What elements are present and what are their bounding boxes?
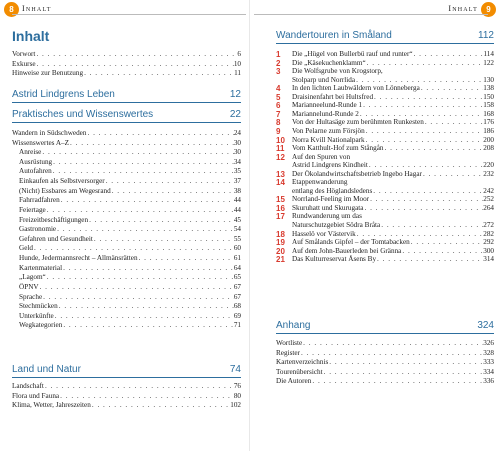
entry-page: 69	[233, 311, 241, 320]
section-heading-praktisches[interactable]	[12, 109, 241, 120]
leader-dots	[39, 283, 234, 292]
entry-label: Die Autoren	[276, 377, 312, 385]
tour-number: 2	[276, 58, 281, 68]
leader-dots	[138, 254, 234, 263]
tour-number: 15	[276, 195, 285, 205]
entry-page: 150	[483, 92, 494, 101]
page-title: Inhalt	[12, 28, 50, 44]
tour-title: Die Wolfsgrube von Krogstorp,	[292, 67, 383, 76]
entry-page: 138	[483, 84, 494, 93]
leader-dots	[69, 139, 234, 148]
section-heading-leben[interactable]	[12, 89, 241, 100]
leader-dots	[105, 177, 234, 186]
entry-label: (Nicht) Essbares am Wegesrand	[19, 186, 111, 195]
entry-page: 80	[233, 391, 241, 400]
toc-entry[interactable]	[12, 392, 241, 401]
tour-title: Naturschutzgebiet Södra Bråta	[292, 221, 381, 229]
entry-page: 44	[233, 205, 241, 214]
entry-page: 30	[233, 138, 241, 147]
tour-title: Norrland-Feeling im Moor	[292, 195, 370, 204]
toc-entry[interactable]	[276, 358, 494, 367]
entry-label: Exkurse	[12, 59, 36, 68]
leader-dots	[56, 225, 234, 234]
tour-number: 4	[276, 84, 281, 94]
tour-title: Von Pelarne zum Försjön	[292, 126, 365, 135]
tour-number: 20	[276, 246, 285, 256]
toc-entry[interactable]	[19, 264, 241, 273]
leader-dots	[88, 216, 234, 225]
toc-entry[interactable]	[12, 50, 241, 59]
leader-dots	[323, 368, 484, 377]
entry-label: Register	[276, 348, 300, 357]
leader-dots	[93, 235, 234, 244]
entry-page: 60	[233, 244, 241, 253]
entry-page: 11	[234, 69, 241, 77]
entry-page: 37	[233, 177, 241, 186]
leader-dots	[111, 187, 234, 196]
entry-page: 122	[483, 58, 494, 67]
toc-entry[interactable]	[19, 177, 241, 186]
tour-number: 6	[276, 101, 281, 111]
tour-number: 16	[276, 203, 285, 213]
entry-label: Landschaft	[12, 382, 44, 390]
entry-page: 336	[483, 377, 494, 385]
tour-title: Draisinenfahrt bei Hultsfred	[292, 92, 374, 101]
entry-page: 64	[233, 263, 241, 272]
right-page	[250, 0, 500, 451]
entry-page: 176	[483, 118, 494, 127]
leader-dots	[46, 273, 234, 282]
leader-dots	[52, 158, 234, 167]
tour-number: 19	[276, 238, 285, 248]
running-head-right: Inhalt	[448, 4, 478, 13]
section-underline	[12, 377, 241, 378]
entry-page: 24	[233, 129, 241, 137]
section-underline	[12, 102, 241, 103]
entry-page: 186	[483, 126, 494, 135]
entry-page: 6	[237, 50, 241, 58]
toc-entry[interactable]	[19, 158, 241, 167]
tour-number: 21	[276, 255, 285, 265]
tour-number: 7	[276, 109, 281, 119]
toc-entry[interactable]	[19, 148, 241, 157]
tour-title: Etappenwanderung	[292, 178, 348, 187]
entry-page: 55	[233, 234, 241, 243]
tour-title: Auf dem John-Bauerleden bei Gränna	[292, 246, 402, 255]
tour-title: Skuruhatt und Skurugata	[292, 203, 364, 212]
entry-label: Tourenübersicht	[276, 367, 323, 376]
toc-entry[interactable]	[19, 302, 241, 311]
tour-number: 12	[276, 152, 285, 162]
entry-label: Hunde, Jedermannsrecht – Allmänsrätten	[19, 254, 138, 263]
entry-page: 326	[483, 339, 494, 347]
toc-entry[interactable]	[19, 321, 241, 330]
tour-number: 18	[276, 229, 285, 239]
tour-title: Hasselö vor Västervik	[292, 229, 356, 238]
entry-label: Wortliste	[276, 339, 303, 347]
leader-dots	[42, 293, 234, 302]
page-number-right: 9	[481, 2, 496, 17]
tour-number: 13	[276, 169, 285, 179]
tour-number: 5	[276, 92, 281, 102]
entry-page: 54	[233, 225, 241, 234]
entry-page: 30	[233, 148, 241, 157]
toc-entry[interactable]	[19, 283, 241, 292]
leader-dots	[83, 69, 234, 78]
section-page: 12	[229, 89, 241, 100]
leader-dots	[41, 148, 233, 157]
entry-label: Wissenswertes A–Z	[12, 138, 70, 147]
entry-page: 272	[483, 221, 494, 229]
running-head-rule	[12, 14, 246, 15]
section-title: Astrid Lindgrens Leben	[12, 89, 115, 100]
tour-title: Der Ökolandwirtschaftsbetrieb Ingebo Hagar	[292, 169, 422, 178]
tour-title: Marianneelund-Runde 1	[292, 101, 363, 110]
leader-dots	[302, 339, 483, 348]
leader-dots	[59, 392, 234, 401]
toc-entry[interactable]	[19, 235, 241, 244]
entry-page: 300	[483, 246, 494, 255]
entry-page: 242	[483, 186, 494, 195]
entry-page: 252	[483, 195, 494, 204]
tour-number: 14	[276, 178, 285, 188]
entry-label: Flora und Fauna	[12, 391, 60, 400]
tour-title: Rundwanderung um das	[292, 212, 362, 221]
toc-entry[interactable]	[19, 196, 241, 205]
entry-page: 168	[483, 109, 494, 118]
entry-label: Sprache	[19, 292, 43, 301]
tour-number: 11	[276, 144, 285, 154]
tour-number: 8	[276, 118, 281, 128]
entry-label: Gefahren und Gesundheit	[19, 234, 93, 243]
entry-label: Klima, Wetter, Jahreszeiten	[12, 401, 91, 409]
tour-title: Norra Kvill Nationalpark	[292, 135, 365, 144]
tour-title: In den lichten Laubwäldern von Lönneberga	[292, 84, 420, 93]
tour-title: Die „Käsekuchenklamm“	[292, 58, 366, 67]
entry-label: Ausrüstung	[19, 157, 53, 166]
entry-page: 35	[233, 167, 241, 176]
toc-entry[interactable]	[12, 401, 241, 410]
leader-dots	[52, 167, 234, 176]
leader-dots	[58, 302, 234, 311]
entry-page: 232	[483, 169, 494, 178]
tour-title: Stolparp und Norrlida	[292, 75, 356, 84]
tour-number: 17	[276, 212, 285, 222]
tour-title: Mariannelund-Runde 2	[292, 109, 359, 118]
leader-dots	[44, 382, 234, 391]
section-page: 22	[229, 109, 241, 120]
toc-entry[interactable]	[12, 69, 241, 78]
tour-title: Auf Smålands Gipfel – der Tomtabacken	[292, 238, 410, 247]
entry-label: Feiertage	[19, 205, 46, 214]
entry-page: 65	[233, 273, 241, 282]
leader-dots	[376, 255, 483, 264]
entry-page: 334	[483, 367, 494, 376]
tour-number: 1	[276, 50, 281, 59]
toc-entry[interactable]	[19, 167, 241, 176]
section-underline	[12, 122, 241, 123]
entry-label: Hinweise zur Benutzung	[12, 69, 84, 77]
entry-page: 220	[483, 161, 494, 170]
entry-page: 200	[483, 135, 494, 144]
entry-page: 67	[233, 282, 241, 291]
tour-number: 9	[276, 126, 281, 136]
entry-page: 68	[233, 302, 241, 311]
section-heading-land-natur[interactable]	[12, 364, 241, 375]
leader-dots	[300, 349, 483, 358]
section-title: Anhang	[276, 320, 311, 331]
toc-entry[interactable]	[19, 225, 241, 234]
entry-label: Unterkünfte	[19, 311, 54, 320]
toc-entry[interactable]	[19, 216, 241, 225]
section-page: 324	[477, 320, 494, 331]
section-underline	[276, 43, 494, 44]
tour-title: Astrid Lindgrens Kindheit	[292, 161, 368, 170]
entry-page: 333	[483, 358, 494, 366]
leader-dots	[46, 206, 234, 215]
toc-entry[interactable]	[19, 244, 241, 253]
toc-entry[interactable]	[276, 339, 494, 348]
entry-page: 328	[483, 348, 494, 357]
entry-page: 130	[483, 75, 494, 84]
entry-label: ÖPNV	[19, 282, 39, 291]
toc-entry[interactable]	[12, 129, 241, 138]
entry-page: 34	[233, 157, 241, 166]
toc-entry[interactable]	[19, 273, 241, 282]
toc-entry[interactable]	[19, 312, 241, 321]
tour-number: 10	[276, 135, 285, 145]
section-title: Wandertouren in Småland	[276, 30, 392, 41]
toc-entry[interactable]	[276, 368, 494, 377]
leader-dots	[62, 264, 234, 273]
entry-page: 102	[230, 401, 241, 409]
entry-label: Anreise	[19, 148, 42, 157]
leader-dots	[62, 321, 233, 330]
entry-label: Kartenmaterial	[19, 263, 63, 272]
page-number-left: 8	[4, 2, 19, 17]
tour-title: Vom Katthult-Hof zum Stångån	[292, 144, 384, 153]
entry-page: 10	[233, 59, 241, 68]
toc-entry[interactable]	[19, 187, 241, 196]
tour-title: Die „Hügel von Bullerbü rauf und runter“	[292, 50, 413, 58]
entry-label: Einkaufen als Selbstversorger	[19, 177, 105, 186]
tour-title: Von der Hultasäge zum berühmten Runkesten	[292, 118, 424, 127]
entry-label: Wandern in Südschweden	[12, 129, 87, 137]
entry-label: Fahrradfahren	[19, 196, 60, 205]
toc-entry[interactable]	[19, 254, 241, 263]
leader-dots	[311, 377, 483, 386]
entry-page: 44	[233, 196, 241, 205]
leader-dots	[54, 312, 234, 321]
toc-entry[interactable]	[19, 293, 241, 302]
toc-entry[interactable]	[12, 382, 241, 391]
section-page: 74	[229, 364, 241, 375]
leader-dots	[60, 196, 234, 205]
tour-title: Auf den Spuren von	[292, 152, 351, 161]
tour-title: Das Kulturreservat Åsens By	[292, 255, 377, 264]
tour-number: 3	[276, 67, 281, 77]
section-title: Land und Natur	[12, 364, 81, 375]
section-underline	[276, 333, 494, 334]
toc-entry[interactable]	[276, 377, 494, 386]
section-heading-wandertouren[interactable]	[276, 30, 494, 41]
leader-dots	[328, 358, 483, 367]
entry-page: 45	[233, 215, 241, 224]
running-head-rule	[254, 14, 488, 15]
leader-dots	[35, 50, 237, 59]
leader-dots	[36, 60, 234, 69]
toc-entry[interactable]	[19, 206, 241, 215]
section-heading-anhang[interactable]	[276, 320, 494, 331]
running-head-left: Inhalt	[22, 4, 52, 13]
section-page: 112	[478, 30, 494, 41]
entry-page: 76	[233, 382, 241, 390]
entry-page: 38	[233, 186, 241, 195]
leader-dots	[86, 129, 233, 138]
leader-dots	[91, 401, 230, 410]
entry-label: „Lagom“	[19, 273, 46, 282]
entry-label: Stechmücken	[19, 302, 58, 311]
entry-page: 314	[483, 255, 494, 264]
entry-page: 61	[233, 254, 241, 263]
entry-page: 264	[483, 203, 494, 212]
entry-page: 67	[233, 292, 241, 301]
toc-entry[interactable]	[276, 349, 494, 358]
entry-page: 208	[483, 144, 494, 153]
entry-page: 158	[483, 101, 494, 110]
entry-label: Gastronomie	[19, 225, 57, 234]
entry-label: Wegkategorien	[19, 321, 63, 330]
entry-page: 282	[483, 229, 494, 238]
toc-entry[interactable]	[12, 139, 241, 148]
tour-title: entlang des Höglandsledens	[292, 186, 373, 195]
tour-entry[interactable]	[276, 255, 494, 264]
entry-label: Kartenverzeichnis	[276, 358, 329, 366]
entry-page: 114	[483, 50, 494, 58]
entry-label: Autofahren	[19, 167, 52, 176]
entry-label: Vorwort	[12, 50, 36, 58]
entry-label: Geld	[19, 244, 33, 253]
entry-label: Freizeitbeschäftigungen	[19, 215, 89, 224]
entry-page: 71	[233, 321, 241, 330]
section-title: Praktisches und Wissenswertes	[12, 109, 154, 120]
toc-entry[interactable]	[12, 60, 241, 69]
leader-dots	[33, 244, 234, 253]
entry-page: 292	[483, 238, 494, 247]
